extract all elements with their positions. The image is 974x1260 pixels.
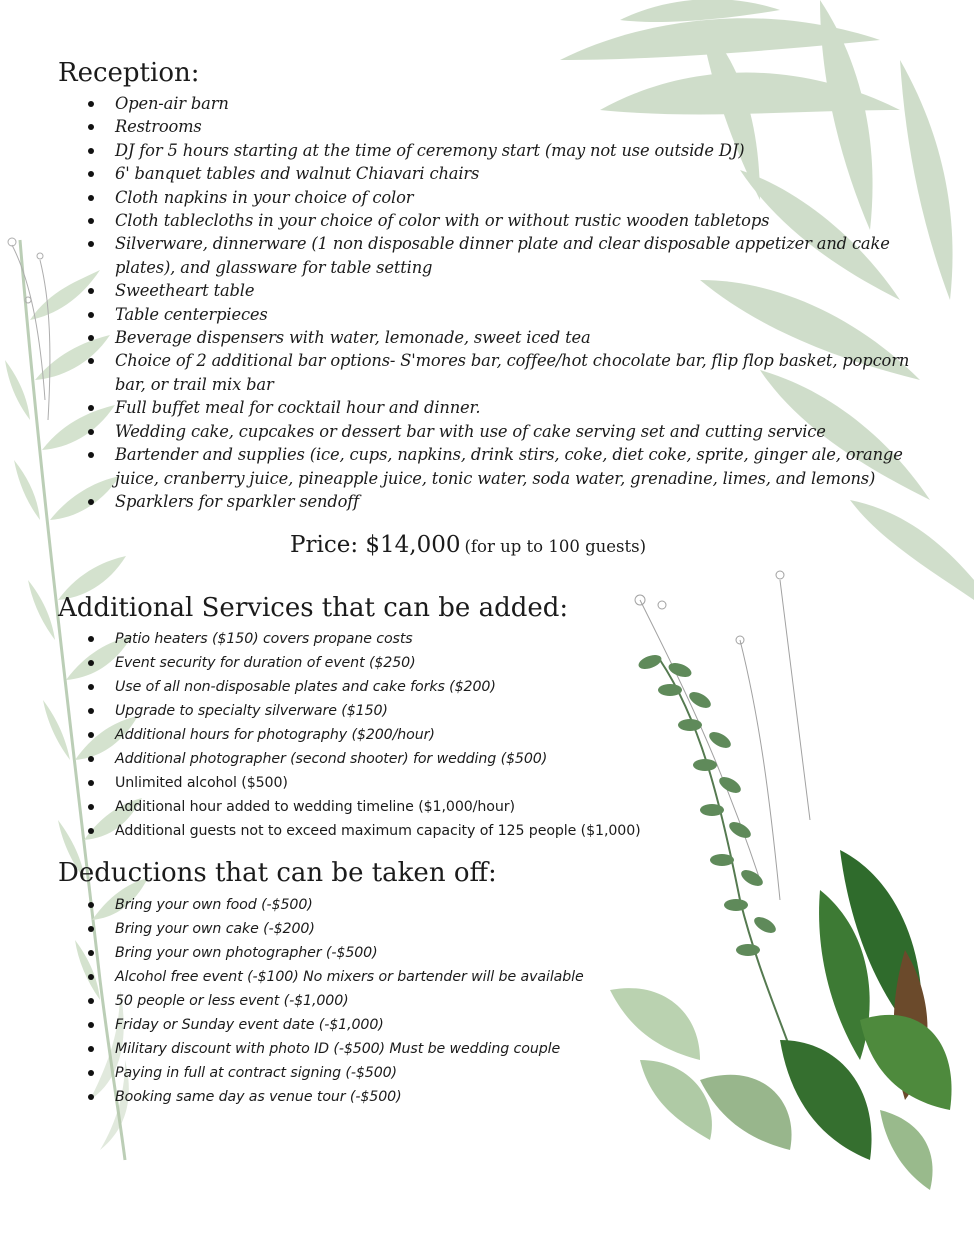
reception-item-text: Sparklers for sparkler sendoff xyxy=(115,491,360,511)
bullet-icon xyxy=(88,405,94,411)
reception-item xyxy=(86,139,916,162)
reception-item xyxy=(86,162,916,185)
bullet-icon xyxy=(88,756,94,762)
bullet-icon xyxy=(88,171,94,177)
reception-item-text: DJ for 5 hours starting at the time of ceremony start (may not use outside DJ) xyxy=(115,140,745,160)
bullet-icon xyxy=(88,312,94,318)
reception-item-text: Beverage dispensers with water, lemonade, sweet iced tea xyxy=(115,328,591,348)
deduction-item xyxy=(86,965,906,989)
reception-item-text: Open-air barn xyxy=(115,94,229,113)
reception-item-text: Bartender and supplies (ice, cups, napkins, drink stirs, coke, diet coke, sprite, ginger ale, orange juice, cranberry juice, pineapple juice, tonic water, soda water, grenadine, limes, and lemons) xyxy=(115,445,903,488)
reception-item-text: Wedding cake, cupcakes or dessert bar with use of cake serving set and cutting service xyxy=(115,421,826,441)
additional-service-item xyxy=(86,771,906,795)
reception-item xyxy=(86,209,916,232)
additional-service-item xyxy=(86,819,906,843)
reception-item-text: Full buffet meal for cocktail hour and dinner. xyxy=(115,398,481,418)
reception-item xyxy=(86,279,916,302)
reception-item-text: 6' banquet tables and walnut Chiavari chairs xyxy=(115,164,480,184)
reception-item-text: Cloth tablecloths in your choice of color with or without rustic wooden tabletops xyxy=(115,211,770,231)
bullet-icon xyxy=(88,1070,94,1076)
bullet-icon xyxy=(88,148,94,154)
bullet-icon xyxy=(88,636,94,642)
deduction-item xyxy=(86,917,906,941)
bullet-icon xyxy=(88,926,94,932)
additional-service-item-text: Upgrade to specialty silverware ($150) xyxy=(115,703,388,719)
deduction-item xyxy=(86,1037,906,1061)
deduction-item xyxy=(86,989,906,1013)
deduction-item xyxy=(86,941,906,965)
reception-item xyxy=(86,186,916,209)
deduction-item-text: Bring your own food (-$500) xyxy=(115,897,313,913)
bullet-icon xyxy=(88,499,94,505)
reception-item xyxy=(86,303,916,326)
bullet-icon xyxy=(88,1046,94,1052)
bullet-icon xyxy=(88,1094,94,1100)
reception-item xyxy=(86,326,916,349)
bullet-icon xyxy=(88,218,94,224)
bullet-icon xyxy=(88,902,94,908)
additional-service-item-text: Patio heaters ($150) covers propane costs xyxy=(115,631,413,647)
additional-services-list xyxy=(86,627,906,843)
reception-item xyxy=(86,115,916,138)
additional-service-item-text: Additional guests not to exceed maximum capacity of 125 people ($1,000) xyxy=(115,823,641,839)
bullet-icon xyxy=(88,241,94,247)
additional-service-item-text: Event security for duration of event ($250) xyxy=(115,655,416,671)
bullet-icon xyxy=(88,429,94,435)
additional-service-item xyxy=(86,723,906,747)
price-line xyxy=(290,532,646,558)
bullet-icon xyxy=(88,708,94,714)
bullet-icon xyxy=(88,780,94,786)
deduction-item-text: Bring your own photographer (-$500) xyxy=(115,945,378,961)
reception-item xyxy=(86,490,916,513)
deduction-item-text: 50 people or less event (-$1,000) xyxy=(115,993,349,1009)
additional-services-heading: Additional Services that can be added: xyxy=(58,593,569,623)
reception-item xyxy=(86,92,916,115)
bullet-icon xyxy=(88,828,94,834)
bullet-icon xyxy=(88,124,94,130)
bullet-icon xyxy=(88,101,94,107)
additional-service-item xyxy=(86,651,906,675)
deductions-heading: Deductions that can be taken off: xyxy=(58,858,497,888)
reception-item xyxy=(86,349,916,396)
bullet-icon xyxy=(88,998,94,1004)
price-note: (for up to 100 guests) xyxy=(464,537,647,556)
reception-item-text: Table centerpieces xyxy=(115,304,268,324)
reception-heading: Reception: xyxy=(58,58,200,88)
additional-service-item xyxy=(86,747,906,771)
additional-service-item xyxy=(86,675,906,699)
bullet-icon xyxy=(88,732,94,738)
deduction-item-text: Bring your own cake (-$200) xyxy=(115,921,315,937)
reception-item-text: Sweetheart table xyxy=(115,281,255,301)
deduction-item xyxy=(86,1085,906,1109)
reception-item-text: Cloth napkins in your choice of color xyxy=(115,187,414,207)
reception-item-text: Choice of 2 additional bar options- S'mores bar, coffee/hot chocolate bar, flip flop basket, popcorn bar, or trail mix bar xyxy=(115,351,910,394)
deductions-list xyxy=(86,893,906,1109)
deduction-item-text: Friday or Sunday event date (-$1,000) xyxy=(115,1017,384,1033)
bullet-icon xyxy=(88,288,94,294)
reception-item xyxy=(86,443,916,490)
bullet-icon xyxy=(88,974,94,980)
additional-service-item xyxy=(86,795,906,819)
deduction-item-text: Military discount with photo ID (-$500) Must be wedding couple xyxy=(115,1041,561,1057)
reception-item-text: Silverware, dinnerware (1 non disposable dinner plate and clear disposable appetizer and cake plates), and glassware for table setting xyxy=(115,234,890,277)
additional-service-item xyxy=(86,699,906,723)
bullet-icon xyxy=(88,1022,94,1028)
bullet-icon xyxy=(88,358,94,364)
reception-item xyxy=(86,232,916,279)
bullet-icon xyxy=(88,335,94,341)
bullet-icon xyxy=(88,660,94,666)
bullet-icon xyxy=(88,684,94,690)
bullet-icon xyxy=(88,195,94,201)
additional-service-item-text: Additional hours for photography ($200/hour) xyxy=(115,727,435,743)
deduction-item xyxy=(86,893,906,917)
price-amount: Price: $14,000 xyxy=(290,532,461,558)
bullet-icon xyxy=(88,804,94,810)
deduction-item-text: Paying in full at contract signing (-$500) xyxy=(115,1065,397,1081)
additional-service-item-text: Additional hour added to wedding timeline ($1,000/hour) xyxy=(115,799,515,815)
bullet-icon xyxy=(88,452,94,458)
reception-item xyxy=(86,420,916,443)
additional-service-item-text: Additional photographer (second shooter) for wedding ($500) xyxy=(115,751,548,767)
reception-item-text: Restrooms xyxy=(115,117,202,137)
bullet-icon xyxy=(88,950,94,956)
deduction-item-text: Booking same day as venue tour (-$500) xyxy=(115,1089,402,1105)
additional-service-item-text: Unlimited alcohol ($500) xyxy=(115,775,288,791)
reception-list xyxy=(86,92,916,513)
deduction-item xyxy=(86,1061,906,1085)
deduction-item-text: Alcohol free event (-$100) No mixers or bartender will be available xyxy=(115,969,584,985)
reception-item xyxy=(86,396,916,419)
additional-service-item-text: Use of all non-disposable plates and cake forks ($200) xyxy=(115,679,496,695)
deduction-item xyxy=(86,1013,906,1037)
additional-service-item xyxy=(86,627,906,651)
